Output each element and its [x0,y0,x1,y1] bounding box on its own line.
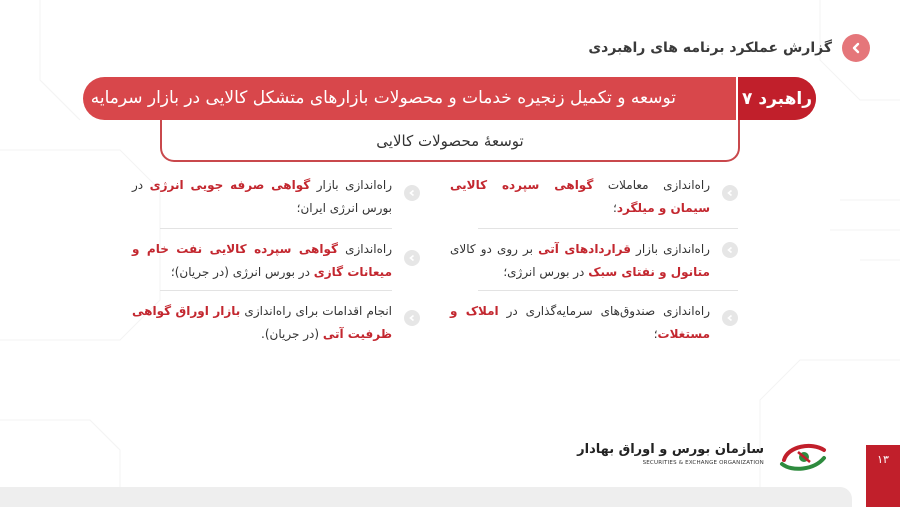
list-item: راه‌اندازی بازار قراردادهای آتی بر روی دو کالای متانول و نفتای سبک در بورس انرژی؛ [450,242,710,279]
bullet-icon [404,310,420,326]
chevron-left-icon [726,189,734,197]
logo-emblem-icon [778,440,828,474]
back-button[interactable] [842,34,870,62]
divider [160,228,392,229]
organization-logo [577,440,828,474]
chevron-left-icon [408,314,416,322]
bullet-icon [404,250,420,266]
chevron-left-icon [726,246,734,254]
list-item: راه‌اندازی گواهی سپرده کالایی نفت خام و میعانات گازی در بورس انرژی (در جریان)؛ [132,242,392,279]
bullet-icon [722,242,738,258]
page-title: گزارش عملکرد برنامه های راهبردی [588,40,832,56]
strategy-title: توسعه و تکمیل زنجیره خدمات و محصولات بازارهای متشکل کالایی در بازار سرمایه [90,88,676,108]
list-item: راه‌اندازی صندوق‌های سرمایه‌گذاری در املاک و مستغلات؛ [450,304,710,341]
list-item: راه‌اندازی بازار گواهی صرفه جویی انرژی در بورس انرژی ایران؛ [132,178,392,215]
chevron-left-icon [726,314,734,322]
page-number: ۱۳ [866,445,900,507]
bullet-icon [404,185,420,201]
logo-name-fa: سازمان بورس و اوراق بهادار [577,442,764,457]
chevron-left-icon [850,42,862,54]
divider [478,290,738,291]
divider [160,290,392,291]
section-subtitle: توسعهٔ محصولات کالایی [376,132,524,150]
list-item: راه‌اندازی معاملات گواهی سپرده کالایی سیمان و میلگرد؛ [450,178,711,215]
chevron-left-icon [408,189,416,197]
bullet-icon [722,185,738,201]
list-item: انجام اقدامات برای راه‌اندازی بازار اوراق گواهی ظرفیت آتی (در جریان). [132,304,392,341]
page-header [588,34,870,62]
footer-bar [0,487,852,507]
strategy-banner [83,77,816,120]
divider [478,228,738,229]
strategy-number: راهبرد ۷ [738,77,816,120]
bullet-icon [722,310,738,326]
chevron-left-icon [408,254,416,262]
logo-name-en: SECURITIES & EXCHANGE ORGANIZATION [642,460,764,466]
banner-divider [736,77,738,120]
